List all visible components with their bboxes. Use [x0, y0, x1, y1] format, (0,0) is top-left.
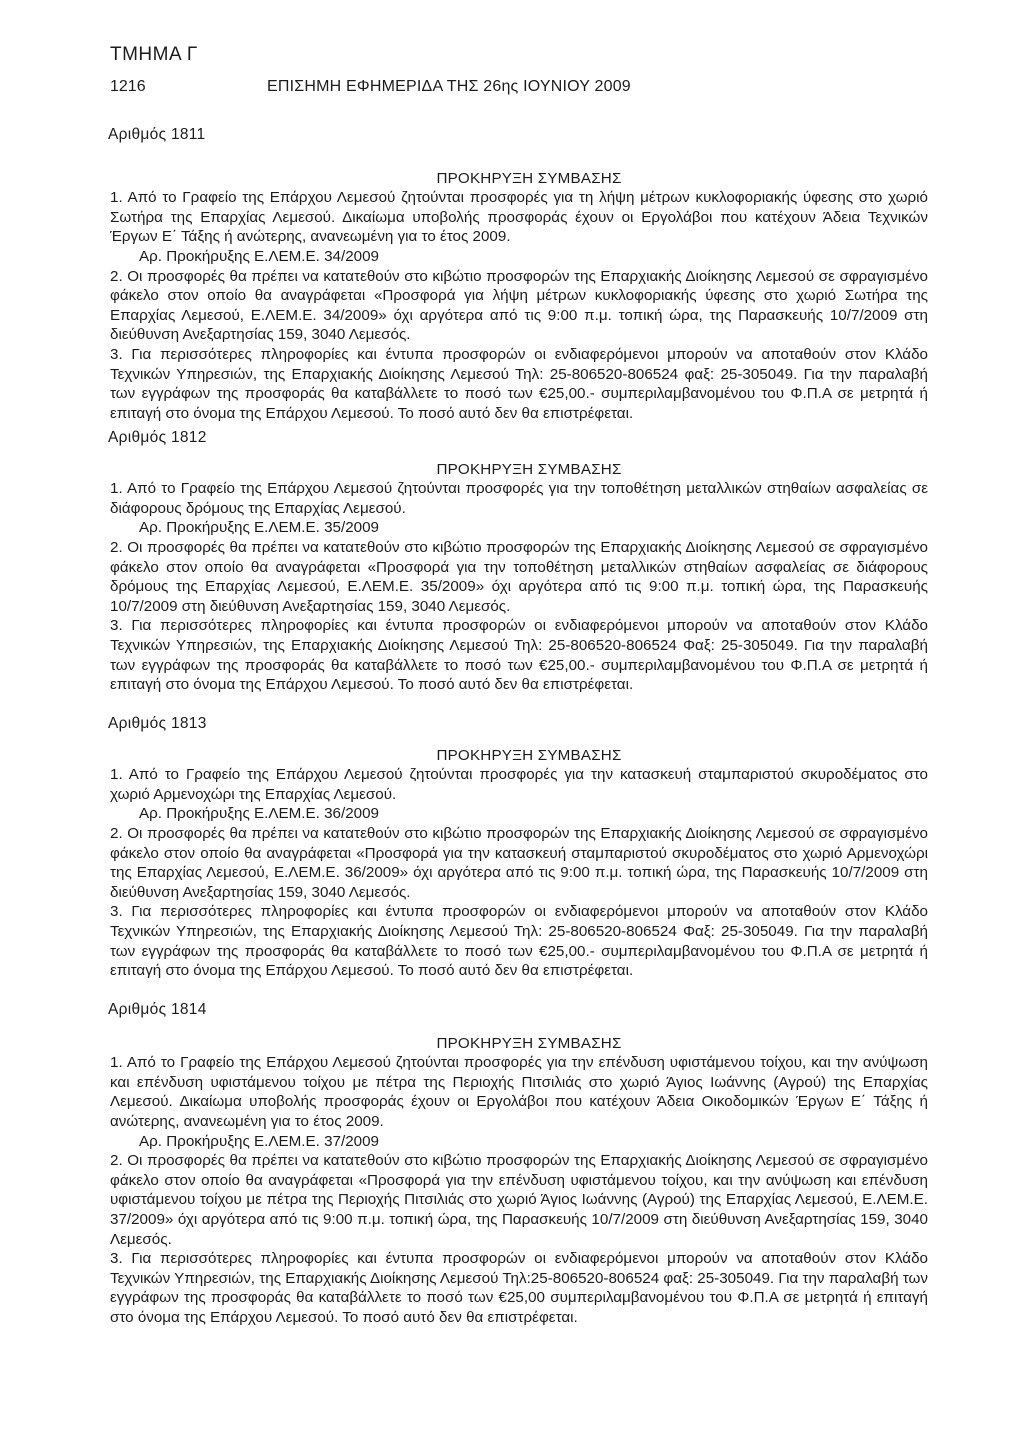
notice-paragraph-2: 2. Οι προσφορές θα πρέπει να κατατεθούν στο κιβώτιο προσφορών της Επαρχιακής Διοίκησης Λεμεσού σε σφραγισμένο φάκελο στον οποίο θα αναγράφεται «Προσφορά για την τοποθέτηση μεταλλικών στηθαίων ασφαλείας σε διάφορους δρόμους της Επαρχίας Λεμεσού, Ε.ΛΕΜ.Ε. 35/2009» όχι αργότερα από τις 9:00 π.μ. τοπική ώρα, της Παρασκευής 10/7/2009 στη διεύθυνση Ανεξαρτησίας 159, 3040 Λεμεσός. — [110, 538, 928, 615]
notice-reference: Αρ. Προκήρυξης Ε.ΛΕΜ.Ε. 36/2009 — [139, 805, 379, 823]
notice-paragraph-3: 3. Για περισσότερες πληροφορίες και έντυπα προσφορών οι ενδιαφερόμενοι μπορούν να αποταθούν στον Κλάδο Τεχνικών Υπηρεσιών, της Επαρχιακής Διοίκησης Λεμεσού Τηλ:25-806520-806524 φαξ: 25-305049. Για την παραλαβή των εγγράφων της προσφοράς θα καταβάλλετε το ποσό των €25,00 συμπεριλαμβανομένου του Φ.Π.Α σε μετρητά ή επιταγή στο όνομα της Επάρχου Λεμεσού. Το ποσό αυτό δεν θα επιστρέφεται. — [110, 1250, 928, 1326]
notice-1814 — [110, 1000, 928, 1328]
notice-1813 — [110, 714, 928, 981]
notice-paragraph-2: 2. Οι προσφορές θα πρέπει να κατατεθούν στο κιβώτιο προσφορών της Επαρχιακής Διοίκησης Λεμεσού σε σφραγισμένο φάκελο στον οποίο θα αναγράφεται «Προσφορά για την επένδυση υφιστάμενου τοίχου, και την ανύψωση και επένδυση υφιστάμενου τοίχου με πέτρα της Περιοχής Πιτσιλιάς στο χωριό Άγιος Ιωάννης (Αγρού) της Επαρχίας Λεμεσού, Ε.ΛΕΜ.Ε. 37/2009» όχι αργότερα από τις 9:00 π.μ. τοπική ώρα, της Παρασκευής 10/7/2009 στη διεύθυνση Ανεξαρτησίας 159, 3040 Λεμεσός. — [110, 1152, 928, 1248]
notice-1811 — [110, 125, 928, 423]
notice-paragraph-3: 3. Για περισσότερες πληροφορίες και έντυπα προσφορών οι ενδιαφερόμενοι μπορούν να αποταθούν στον Κλάδο Τεχνικών Υπηρεσιών, της Επαρχιακής Διοίκησης Λεμεσού Τηλ: 25-806520-806524 Φαξ: 25-305049. Για την παραλαβή των εγγράφων της προσφοράς θα καταβάλλετε το ποσό των €25,00.- συμπεριλαμβανομένου του Φ.Π.Α σε μετρητά ή επιταγή στο όνομα της Επάρχου Λεμεσού. Το ποσό αυτό δεν θα επιστρέφεται. — [110, 903, 928, 980]
notice-number: Αριθμός 1813 — [108, 715, 207, 732]
notice-paragraph-2: 2. Οι προσφορές θα πρέπει να κατατεθούν στο κιβώτιο προσφορών της Επαρχιακής Διοίκησης Λεμεσού σε σφραγισμένο φάκελο στον οποίο θα αναγράφεται «Προσφορά για λήψη μέτρων κυκλοφοριακής ύφεσης στο χωριό Σωτήρα της Επαρχίας Λεμεσού, Ε.ΛΕΜ.Ε. 34/2009» όχι αργότερα από τις 9:00 π.μ. τοπική ώρα, της Παρασκευής 10/7/2009 στη διεύθυνση Ανεξαρτησίας 159, 3040 Λεμεσός. — [110, 267, 928, 344]
notice-reference: Αρ. Προκήρυξης Ε.ΛΕΜ.Ε. 37/2009 — [139, 1132, 379, 1150]
notice-paragraph-1: 1. Από το Γραφείο της Επάρχου Λεμεσού ζητούνται προσφορές για την κατασκευή σταμπαριστού σκυροδέματος στο χωριό Αρμενοχώρι της Επαρχίας Λεμεσού. — [110, 766, 928, 803]
notice-number: Αριθμός 1814 — [108, 1001, 207, 1018]
notice-reference: Αρ. Προκήρυξης Ε.ΛΕΜ.Ε. 34/2009 — [139, 247, 379, 265]
notice-title: ΠΡΟΚΗΡΥΞΗ ΣΥΜΒΑΣΗΣ — [436, 460, 622, 478]
notice-number: Αριθμός 1812 — [108, 429, 207, 446]
notice-title: ΠΡΟΚΗΡΥΞΗ ΣΥΜΒΑΣΗΣ — [436, 169, 622, 187]
notice-paragraph-3: 3. Για περισσότερες πληροφορίες και έντυπα προσφορών οι ενδιαφερόμενοι μπορούν να αποταθούν στον Κλάδο Τεχνικών Υπηρεσιών, της Επαρχιακής Διοίκησης Λεμεσού Τηλ: 25-806520-806524 Φαξ: 25-305049. Για την παραλαβή των εγγράφων της προσφοράς θα καταβάλλετε το ποσό των €25,00.- συμπεριλαμβανομένου του Φ.Π.Α σε μετρητά ή επιταγή στο όνομα της Επάρχου Λεμεσού. Το ποσό αυτό δεν θα επιστρέφεται. — [110, 617, 928, 694]
section-label: ΤΜΗΜΑ Γ — [110, 44, 198, 65]
notice-paragraph-3: 3. Για περισσότερες πληροφορίες και έντυπα προσφορών οι ενδιαφερόμενοι μπορούν να αποταθούν στον Κλάδο Τεχνικών Υπηρεσιών, της Επαρχιακής Διοίκησης Λεμεσού Τηλ: 25-806520-806524 φαξ: 25-305049. Για την παραλαβή των εγγράφων της προσφοράς θα καταβάλλετε το ποσό των €25,00.- συμπεριλαμβανομένου του Φ.Π.Α σε μετρητά ή επιταγή στο όνομα της Επάρχου Λεμεσού. Το ποσό αυτό δεν θα επιστρέφεται. — [110, 345, 928, 422]
notice-1812 — [110, 428, 928, 695]
notice-reference: Αρ. Προκήρυξης Ε.ΛΕΜ.Ε. 35/2009 — [139, 519, 379, 537]
notice-paragraph-1: 1. Από το Γραφείο της Επάρχου Λεμεσού ζητούνται προσφορές για την τοποθέτηση μεταλλικών στηθαίων ασφαλείας σε διάφορους δρόμους της Επαρχίας Λεμεσού. — [110, 480, 928, 517]
notice-paragraph-1: 1. Από το Γραφείο της Επάρχου Λεμεσού ζητούνται προσφορές για την επένδυση υφιστάμενου τοίχου, και την ανύψωση και επένδυση υφιστάμενου τοίχου με πέτρα της Περιοχής Πιτσιλιάς στο χωριό Άγιος Ιωάννης (Αγρού) της Επαρχίας Λεμεσού. Δικαίωμα υποβολής προσφοράς έχουν οι Εργολάβοι που κατέχουν Άδεια Οικοδομικών Έργων Ε΄ Τάξης ή ανώτερης, ανανεωμένη για το έτος 2009. — [110, 1054, 928, 1130]
notice-paragraph-2: 2. Οι προσφορές θα πρέπει να κατατεθούν στο κιβώτιο προσφορών της Επαρχιακής Διοίκησης Λεμεσού σε σφραγισμένο φάκελο στον οποίο θα αναγράφεται «Προσφορά για την κατασκευή σταμπαριστού σκυροδέματος στο χωριό Αρμενοχώρι της Επαρχίας Λεμεσού, Ε.ΛΕΜ.Ε. 36/2009» όχι αργότερα από τις 9:00 π.μ. τοπική ώρα, της Παρασκευής 10/7/2009 στη διεύθυνση Ανεξαρτησίας 159, 3040 Λεμεσός. — [110, 824, 928, 901]
page-number: 1216 — [110, 78, 146, 95]
journal-title: ΕΠΙΣΗΜΗ ΕΦΗΜΕΡΙΔΑ ΤΗΣ 26ης ΙΟΥΝΙΟΥ 2009 — [267, 78, 631, 95]
notice-title: ΠΡΟΚΗΡΥΞΗ ΣΥΜΒΑΣΗΣ — [436, 1034, 622, 1052]
notice-title: ΠΡΟΚΗΡΥΞΗ ΣΥΜΒΑΣΗΣ — [436, 746, 622, 764]
notice-paragraph-1: 1. Από το Γραφείο της Επάρχου Λεμεσού ζητούνται προσφορές για τη λήψη μέτρων κυκλοφοριακής ύφεσης στο χωριό Σωτήρα της Επαρχίας Λεμεσού. Δικαίωμα υποβολής προσφοράς έχουν οι Εργολάβοι που κατέχουν Άδεια Τεχνικών Έργων Ε΄ Τάξης ή ανώτερης, ανανεωμένη για το έτος 2009. — [110, 189, 928, 246]
notice-number: Αριθμός 1811 — [108, 126, 206, 143]
